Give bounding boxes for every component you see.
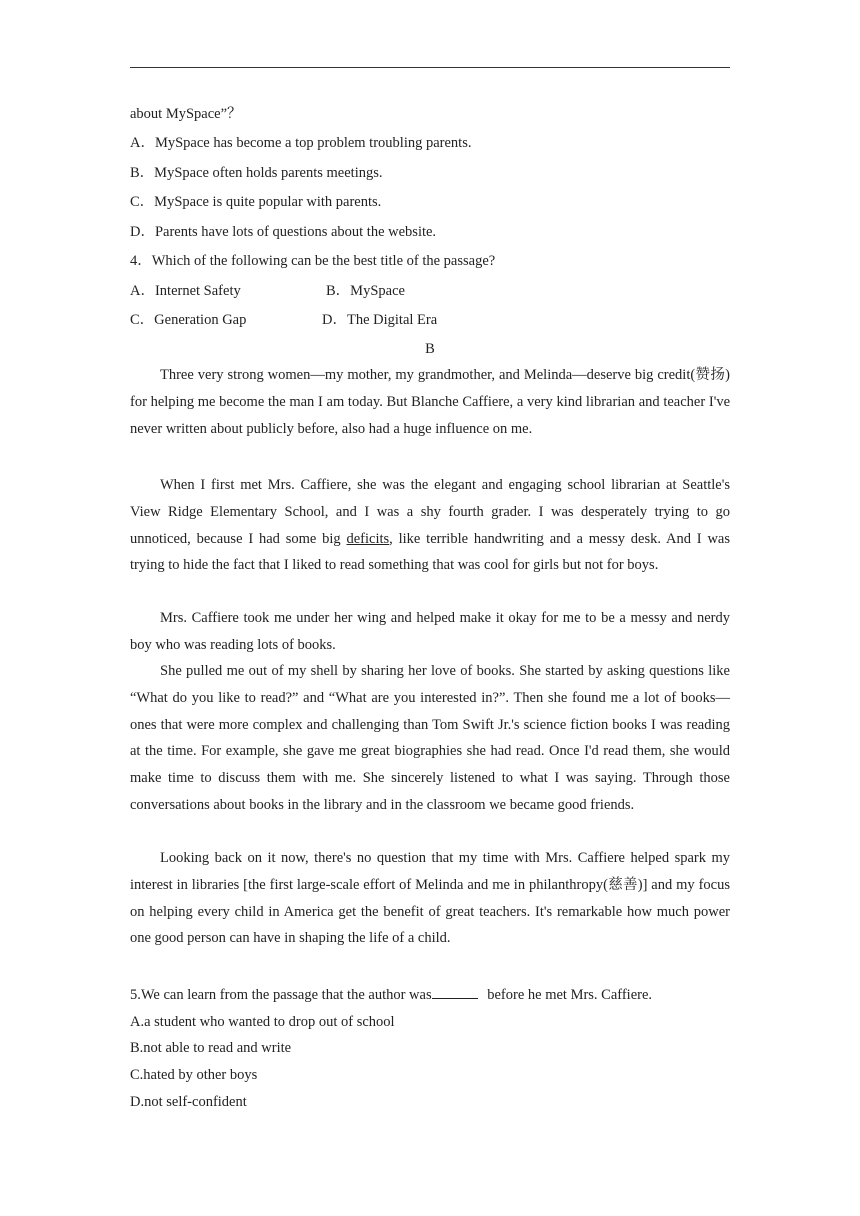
q3-option-a: A．MySpace has become a top problem troubling parents. [130,135,472,151]
paragraph-2-text-before: When I first met Mrs. Caffiere, she was the elegant and engaging school librarian at Seattle's View Ridge Elementary School, and I was a shy fourth grader. I was desperately trying to go unnoticed, because I had some big [130,477,730,547]
q5-stem [130,985,652,1005]
q5-option-b: B.not able to read and write [130,1040,292,1056]
q3-option-d: D．Parents have lots of questions about the website. [130,224,437,240]
paragraph-2 [130,472,730,579]
q5-option-d: D.not self-confident [130,1094,247,1110]
q5-stem-after: before he met Mrs. Caffiere. [483,987,653,1003]
underlined-word-deficits: deficits [346,530,390,547]
q4-option-a: A．Internet Safety [130,283,241,299]
q3-stem-tail: about MySpace”？ [130,106,242,122]
q5-option-a: A.a student who wanted to drop out of school [130,1014,395,1030]
paragraph-5: Looking back on it now, there's no question that my time with Mrs. Caffiere helped spark my interest in libraries [the first large-scale effort of Melinda and me in philanthropy(慈善)] and my focus on helping every child in America get the benefit of great teachers. It's remarkable how much power one good person can have in shaping the life of a child. [130,850,730,947]
q5-option-c: C.hated by other boys [130,1067,258,1083]
q4-option-b: B．MySpace [326,283,405,299]
q4-option-c: C．Generation Gap [130,312,247,328]
answer-blank [432,986,478,999]
paragraph-3: Mrs. Caffiere took me under her wing and helped make it okay for me to be a messy and nerdy boy who was reading lots of books. [130,610,730,653]
paragraph-2-text-after: , like terrible handwriting and a messy desk. And I was trying to hide the fact that I liked to read something that was cool for girls but not for boys. [130,530,730,574]
q4-option-d: D．The Digital Era [322,312,438,328]
q4-stem: 4．Which of the following can be the best title of the passage? [130,253,496,269]
q5-stem-before: 5.We can learn from the passage that the author was [130,987,432,1003]
section-heading: B [425,341,435,357]
paragraph-1: Three very strong women—my mother, my grandmother, and Melinda—deserve big credit(赞扬) for helping me become the man I am today. But Blanche Caffiere, a very kind librarian and teacher I've never written about publicly before, also had a huge influence on me. [130,367,730,437]
q3-option-c: C．MySpace is quite popular with parents. [130,194,382,210]
header-rule [130,67,730,68]
paragraph-4: She pulled me out of my shell by sharing her love of books. She started by asking questions like “What do you like to read?” and “What are you interested in?”. Then she found me a lot of books—ones that were more complex and challenging than Tom Swift Jr.'s science fiction books I was reading at the time. For example, she gave me great biographies she had read. Once I'd read them, she would make time to discuss them with me. She sincerely listened to what I was saying. Through those conversations about books in the library and in the classroom we became good friends. [130,663,730,813]
q3-option-b: B．MySpace often holds parents meetings. [130,165,383,181]
